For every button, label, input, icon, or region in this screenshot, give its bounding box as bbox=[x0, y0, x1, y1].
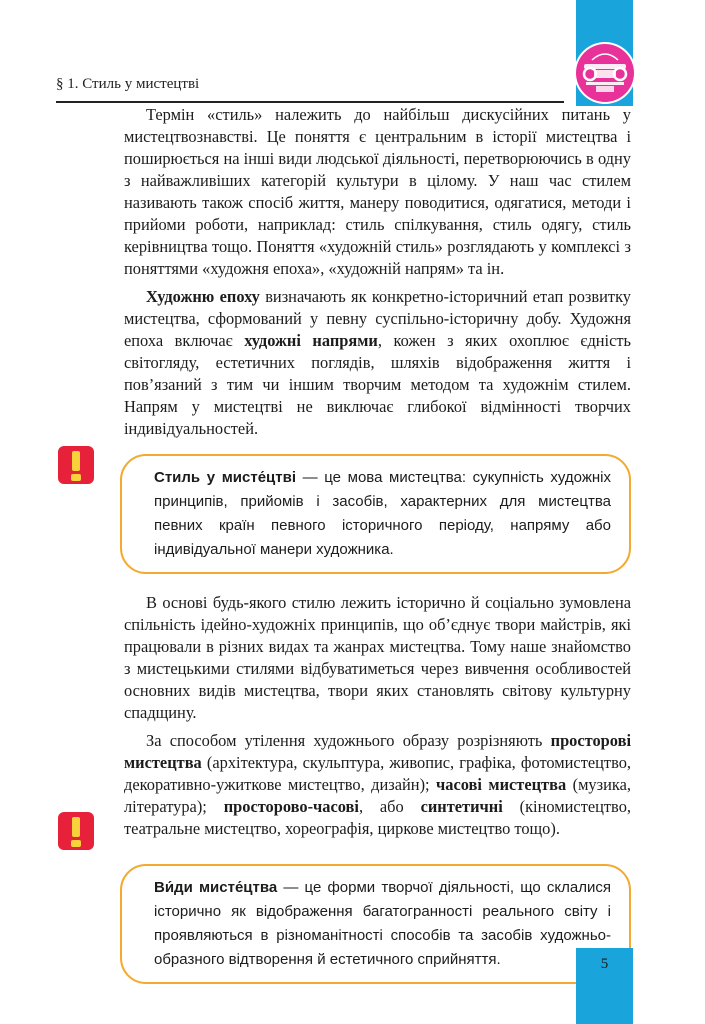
header-divider bbox=[56, 101, 564, 103]
paragraph-style-basis: В основі будь-якого стилю лежить історично й соціально зумовлена спільність ідейно-художніх принципів, що об’єднує твори майстрів, які працювали в різних видах та жанрах мистецтва. Тому наше знайомство з мистецькими стилями відбуватиметься через вивчення особливостей основних видів мистецтва, твори яких становлять світову культурну спадщину. bbox=[124, 593, 631, 722]
text-span: , кожен з яких охоплює єдність світогляду, естетичних поглядів, шляхів відображення життя і пов’язаний з тим чи іншим творчим методом та художнім стилем. Напрям у мистецтві не виключає глибокої відмінності творчих індивідуальностей. bbox=[124, 331, 632, 438]
definition-term: Ви́ди мисте́цтва bbox=[154, 879, 278, 896]
paragraph-art-epoch bbox=[124, 286, 631, 440]
page-number: 5 bbox=[600, 956, 609, 972]
definition-callout-style bbox=[120, 454, 631, 574]
section-header: § 1. Стиль у мистецтві bbox=[56, 76, 200, 92]
text-span: За способом утілення художнього образу розрізняють bbox=[146, 731, 551, 750]
text-span: (архітектура, скульптура, живопис, графіка, фотомистецтво, декоративно-ужиткове мистецтво, дизайн); bbox=[124, 753, 631, 794]
text-span: визначають як конкретно-історичний етап розвитку мистецтва, сформований у певну суспільно-історичну добу. Художня епоха включає bbox=[124, 287, 631, 350]
definition-callout-art-kinds bbox=[120, 864, 631, 984]
definition-text: — це форми творчої діяльності, що склалися історично як відображення багатогранності реального світу і проявляються в різноманітності способів та засобів художньо-образного відтворення й естетичного сприйняття. bbox=[154, 879, 611, 968]
term-synthetic-arts: синтетичні bbox=[420, 797, 503, 816]
paragraph-style-intro: Термін «стиль» належить до найбільш дискусійних питань у мистецтвознавстві. Це поняття є центральним в історії мистецтва і поширюється на інші види людської діяльності, перетворюючись в одну з найважливіших категорій культури в цілому. У наш час стилем називають також спосіб життя, манеру поводитися, одягатися, методи і прийоми роботи, наприклад: стиль спілкування, стиль одягу, стиль керівництва тощо. Поняття «художній стиль» розглядають у комплексі з поняттями «художня епоха», «художній напрям» та ін. bbox=[124, 105, 631, 278]
definition-text: — це мова мистецтва: сукупність художніх принципів, прийомів і засобів, характерних для мистецтва певних країн певного історичного періоду, напряму або індивідуальної манери художника. bbox=[154, 469, 611, 558]
page-number-tab bbox=[576, 948, 633, 1024]
paragraph-art-kinds bbox=[124, 730, 631, 840]
text-span: (кіномистецтво, театральне мистецтво, хореографія, циркове мистецтво тощо). bbox=[124, 797, 631, 838]
term-spatiotemporal-arts: просторово-часові bbox=[223, 797, 359, 816]
term-art-epoch: Художню епоху bbox=[146, 287, 260, 306]
definition-term: Стиль у мисте́цтві bbox=[154, 469, 297, 486]
term-art-movements: художні напрями bbox=[244, 331, 378, 350]
exclamation-icon bbox=[58, 446, 94, 484]
column-capital-logo-icon bbox=[572, 40, 638, 106]
main-text bbox=[124, 104, 631, 1000]
term-temporal-arts: часові мистецтва bbox=[436, 775, 567, 794]
text-span: (музика, література); bbox=[124, 775, 631, 816]
text-span: , або bbox=[358, 797, 421, 816]
exclamation-icon bbox=[58, 812, 94, 850]
term-spatial-arts: просторові мистецтва bbox=[124, 731, 631, 772]
